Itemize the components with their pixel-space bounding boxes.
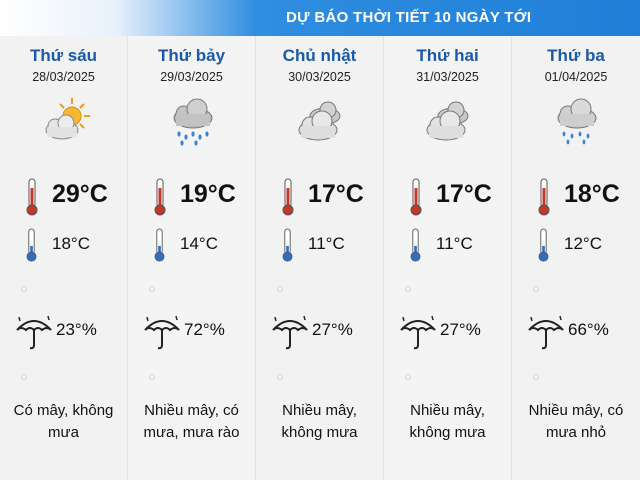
forecast-title: DỰ BÁO THỜI TIẾT 10 NGÀY TỚI (286, 9, 532, 26)
thermometer-hot-icon (282, 178, 294, 216)
thermometer-hot-icon (410, 178, 422, 216)
day-card-sunday (256, 36, 384, 480)
cloudy-icon (294, 94, 348, 148)
day-card-monday (384, 36, 512, 480)
divider-dot (149, 374, 155, 380)
day-name: Thứ hai (416, 46, 479, 65)
day-name: Chủ nhật (282, 46, 357, 65)
temp-low: 14°C (180, 234, 218, 253)
forecast-days (0, 36, 640, 480)
divider-dot (21, 286, 27, 292)
divider-dot (533, 374, 539, 380)
divider-dot (533, 286, 539, 292)
rain-probability: 27°% (312, 320, 353, 339)
rain-probability: 27°% (440, 320, 481, 339)
forecast-header (0, 0, 640, 36)
thermometer-cold-icon (154, 228, 165, 262)
partly-sunny-icon (38, 94, 92, 148)
temp-low: 12°C (564, 234, 602, 253)
temp-high: 19°C (180, 180, 236, 208)
rain-probability: 23°% (56, 320, 97, 339)
day-name: Thứ bảy (157, 46, 226, 65)
day-name: Thứ sáu (29, 46, 98, 65)
divider-dot (405, 374, 411, 380)
weather-description: Nhiều mây, không mưa (409, 402, 486, 441)
divider-dot (149, 286, 155, 292)
thermometer-cold-icon (410, 228, 421, 262)
rain-probability: 66°% (568, 320, 609, 339)
temp-high: 17°C (308, 180, 364, 208)
divider-dot (277, 286, 283, 292)
temp-low: 18°C (52, 234, 90, 253)
temp-high: 29°C (52, 180, 108, 208)
temp-high: 17°C (436, 180, 492, 208)
day-card-saturday (128, 36, 256, 480)
temp-low: 11°C (308, 234, 345, 253)
day-card-friday (0, 36, 128, 480)
weather-description: Nhiều mây, có mưa nhỏ (528, 402, 624, 441)
cloudy-icon (422, 94, 476, 148)
temp-low: 11°C (436, 234, 473, 253)
umbrella-icon (526, 312, 566, 352)
umbrella-icon (398, 312, 438, 352)
day-date: 29/03/2025 (160, 70, 223, 84)
umbrella-icon (270, 312, 310, 352)
light-rain-icon (550, 94, 604, 148)
weather-description: Có mây, không mưa (13, 402, 114, 441)
divider-dot (405, 286, 411, 292)
day-date: 30/03/2025 (288, 70, 351, 84)
weather-description: Nhiều mây, không mưa (281, 402, 358, 441)
thermometer-cold-icon (282, 228, 293, 262)
weather-description: Nhiều mây, có mưa, mưa rào (143, 402, 240, 441)
day-date: 28/03/2025 (32, 70, 95, 84)
day-name: Thứ ba (547, 46, 605, 65)
day-card-tuesday (512, 36, 640, 480)
rain-shower-icon (166, 94, 220, 148)
divider-dot (277, 374, 283, 380)
day-date: 31/03/2025 (416, 70, 479, 84)
thermometer-hot-icon (538, 178, 550, 216)
umbrella-icon (14, 312, 54, 352)
thermometer-cold-icon (538, 228, 549, 262)
thermometer-hot-icon (26, 178, 38, 216)
thermometer-cold-icon (26, 228, 37, 262)
divider-dot (21, 374, 27, 380)
rain-probability: 72°% (184, 320, 225, 339)
temp-high: 18°C (564, 180, 620, 208)
umbrella-icon (142, 312, 182, 352)
day-date: 01/04/2025 (544, 70, 608, 84)
thermometer-hot-icon (154, 178, 166, 216)
